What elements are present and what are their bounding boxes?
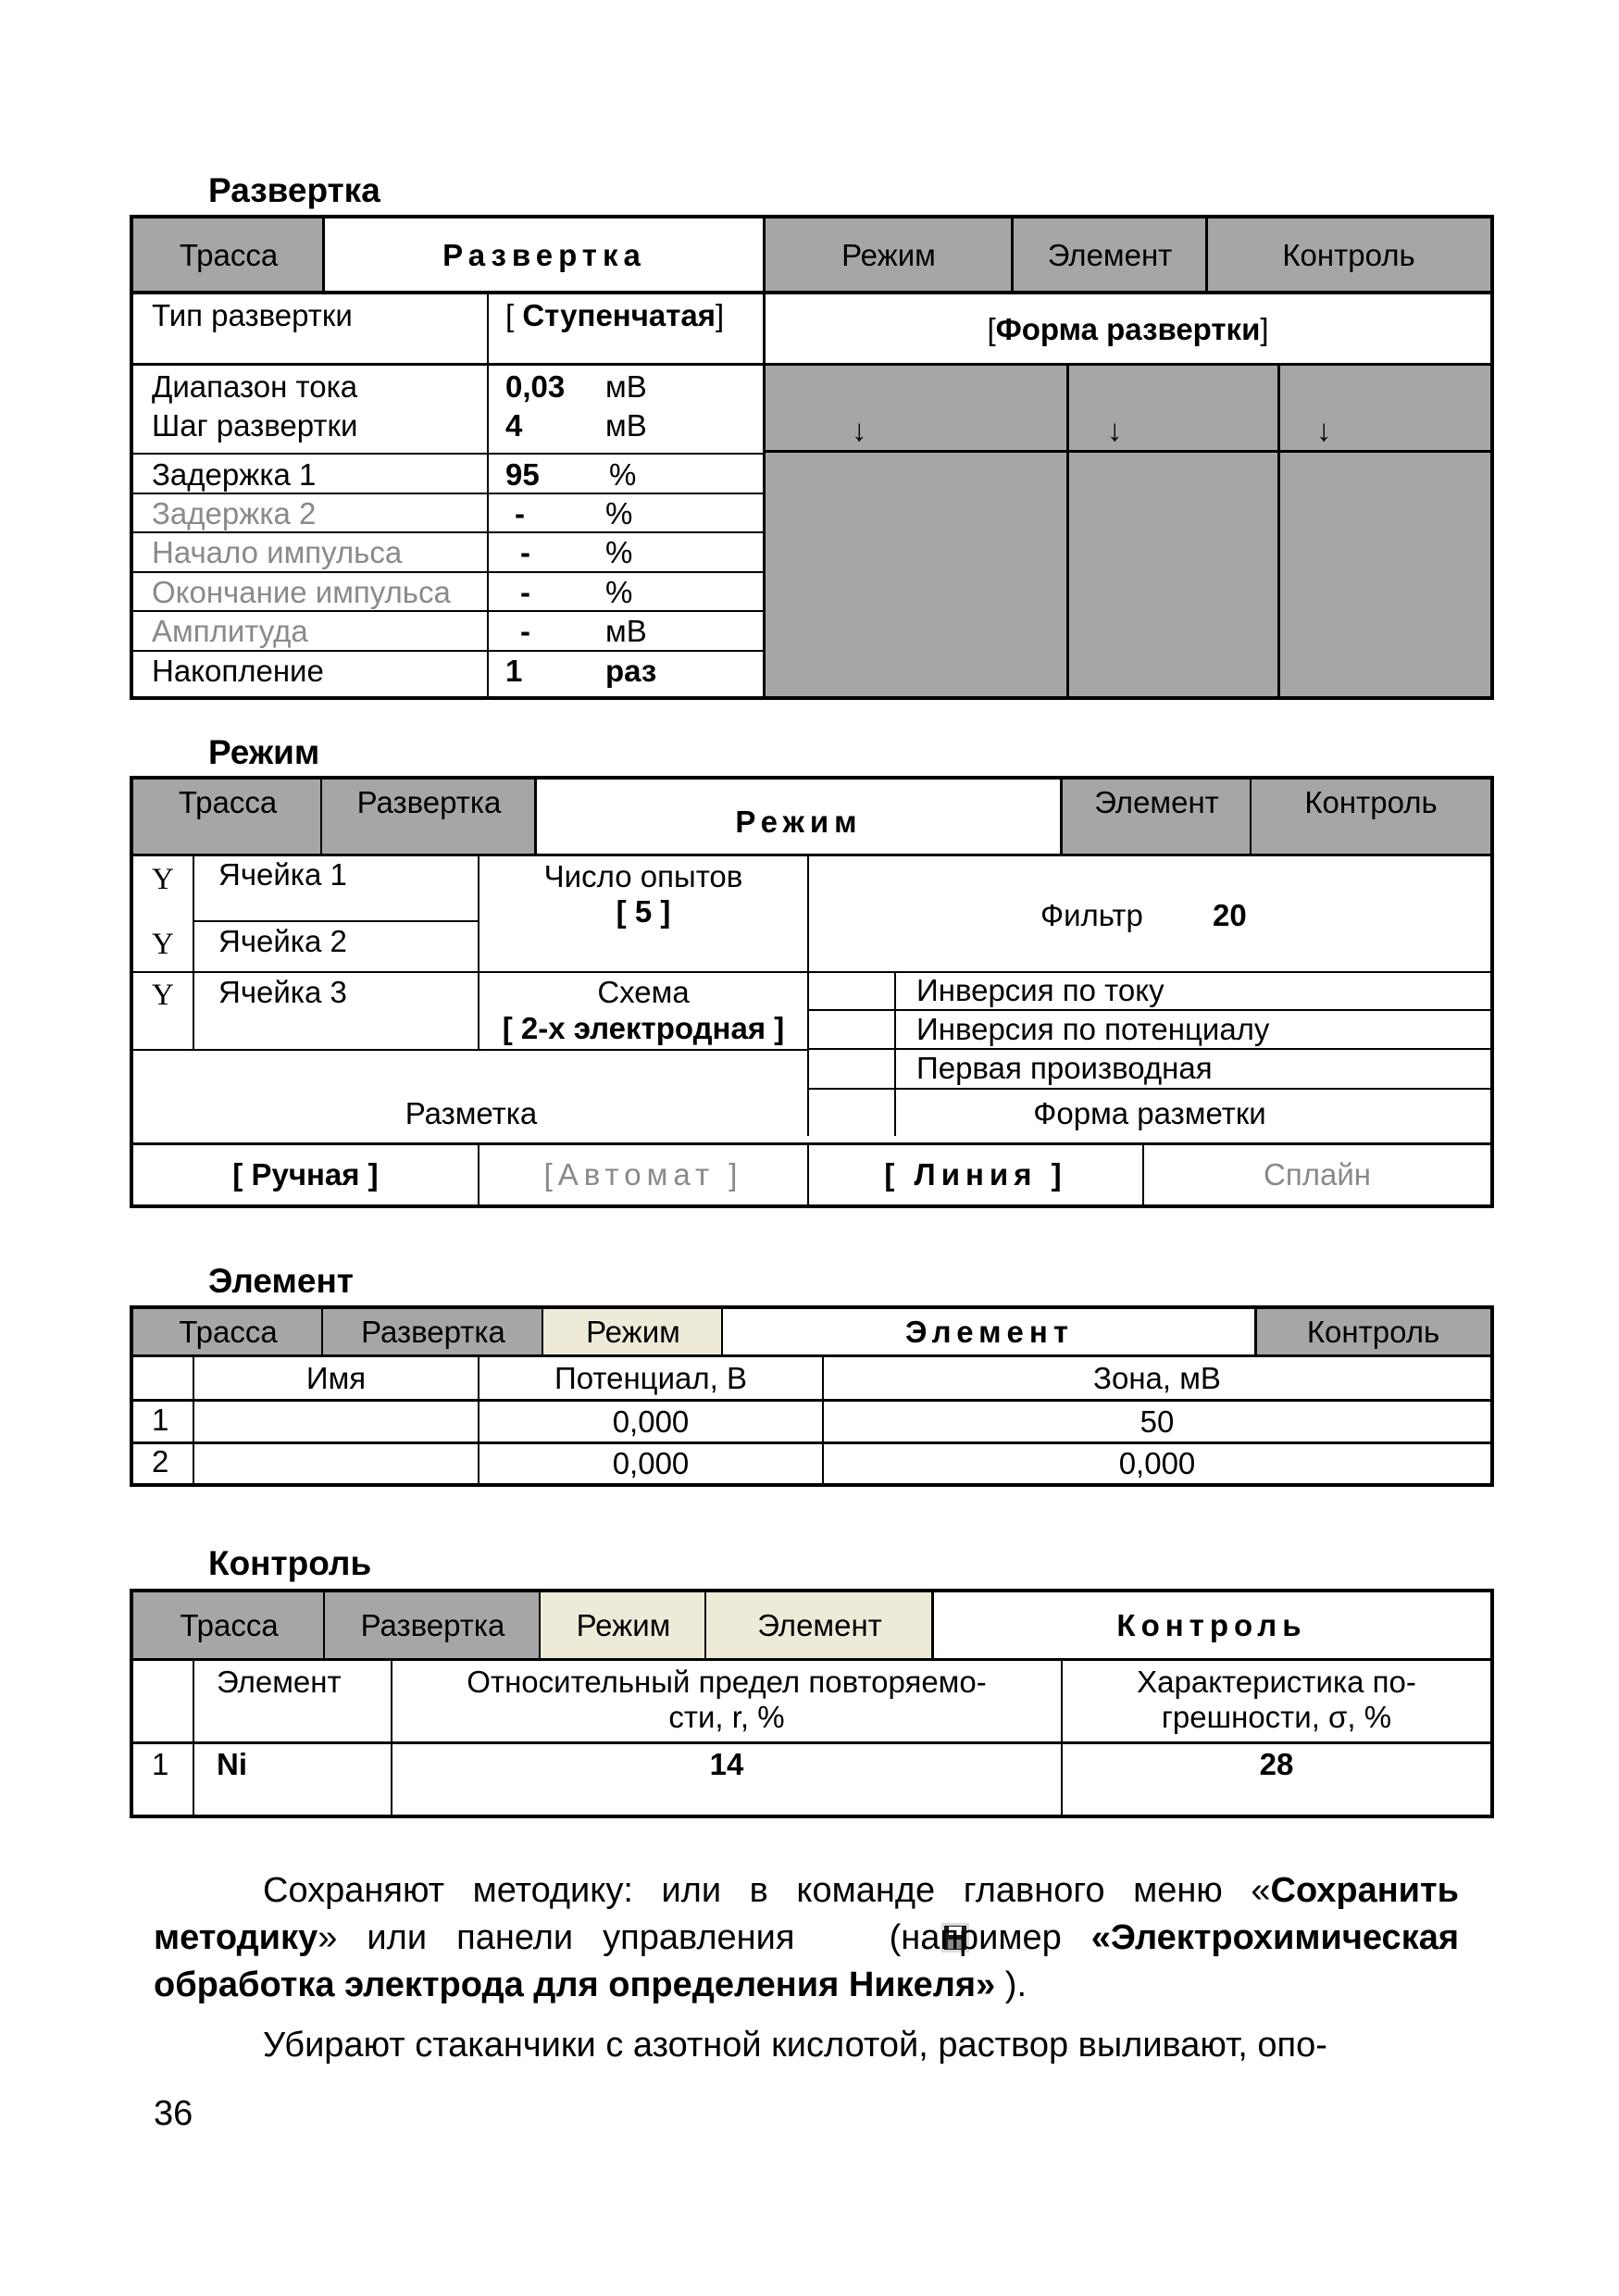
scheme-value[interactable]: [ 2-х электродная ]	[502, 1011, 785, 1045]
filter-label: Фильтр	[1040, 898, 1143, 932]
param-value[interactable]: 1	[505, 654, 523, 688]
tab-element[interactable]: Элемент	[1013, 218, 1207, 292]
markup-auto-option[interactable]: [Автомат ]	[543, 1157, 743, 1192]
zone-cell[interactable]: 0,000	[1118, 1446, 1196, 1480]
tab-sweep[interactable]: Развертка	[325, 1592, 541, 1659]
param-unit: мВ	[605, 614, 647, 648]
tab-mode[interactable]: Режим	[541, 1592, 706, 1659]
arrow-down-icon[interactable]: ↓	[852, 413, 867, 447]
option-checkbox[interactable]	[809, 973, 894, 1009]
tab-control[interactable]: Контроль	[1252, 780, 1490, 855]
element-name-cell[interactable]	[194, 1402, 478, 1441]
element-heading: Элемент	[208, 1262, 354, 1300]
cell-label: Ячейка 1	[218, 857, 347, 892]
param-value[interactable]: 4	[505, 408, 523, 443]
row-number: 1	[152, 1747, 169, 1781]
option-checkbox[interactable]	[809, 1011, 894, 1048]
param-value[interactable]: 0,03	[505, 369, 566, 404]
control-heading: Контроль	[208, 1544, 372, 1582]
param-value[interactable]: -	[515, 496, 525, 530]
tab-trace[interactable]: Трасса	[133, 1309, 323, 1355]
zone-cell[interactable]: 50	[1140, 1404, 1175, 1439]
tab-mode-active[interactable]: Режим	[735, 805, 863, 839]
element-panel	[130, 1305, 1494, 1487]
markup-label: Разметка	[405, 1096, 538, 1130]
column-header-zone: Зона, мВ	[1093, 1360, 1221, 1395]
potential-cell[interactable]: 0,000	[612, 1446, 690, 1480]
param-label: Накопление	[152, 654, 324, 688]
param-label: Задержка 1	[152, 457, 317, 492]
param-label: Задержка 2	[152, 496, 317, 530]
param-label: Амплитуда	[152, 614, 308, 648]
page-number: 36	[154, 2094, 193, 2133]
tab-element[interactable]: Элемент	[1062, 780, 1252, 855]
param-unit: раз	[605, 654, 657, 688]
tab-element-active[interactable]: Элемент	[905, 1315, 1074, 1349]
tab-control[interactable]: Контроль	[1207, 218, 1490, 292]
shape-spline-option[interactable]: Сплайн	[1264, 1157, 1371, 1192]
param-label: Шаг развертки	[152, 408, 358, 443]
param-unit: %	[609, 457, 637, 492]
param-unit: мВ	[605, 369, 647, 404]
experiments-label: Число опытов	[543, 859, 743, 893]
column-header-potential: Потенциал, В	[554, 1360, 747, 1395]
option-label: Инверсия по току	[916, 973, 1164, 1007]
sweep-panel	[130, 215, 1494, 700]
cell-label: Ячейка 3	[218, 975, 347, 1009]
cell-checkbox[interactable]: Y	[152, 979, 174, 1012]
param-value[interactable]: -	[520, 614, 530, 648]
arrow-down-icon[interactable]: ↓	[1316, 413, 1332, 447]
column-header-element: Элемент	[217, 1665, 342, 1699]
markup-shape-label: Форма разметки	[1033, 1096, 1266, 1130]
option-label: Первая производная	[916, 1051, 1213, 1085]
arrow-down-icon[interactable]: ↓	[1107, 413, 1123, 447]
sweep-shape-field[interactable]: [ Форма развертки ]	[987, 312, 1269, 346]
tab-control-active[interactable]: Контроль	[1116, 1608, 1307, 1642]
param-label: Диапазон тока	[152, 369, 358, 404]
body-paragraph: Сохраняют методику: или в команде главного меню «Сохранить методику» или панели управления (например «Электрохимическая обработка электрода для определения Никеля» ).	[154, 1871, 1460, 2004]
tab-trace[interactable]: Трасса	[133, 780, 322, 855]
scheme-label: Схема	[597, 975, 690, 1009]
shape-line-option[interactable]: [ Линия ]	[884, 1157, 1067, 1192]
param-value[interactable]: -	[520, 535, 530, 569]
potential-cell[interactable]: 0,000	[612, 1404, 690, 1439]
param-value[interactable]: 95	[505, 457, 540, 492]
param-label: Начало импульса	[152, 535, 403, 569]
tab-sweep[interactable]: Развертка	[323, 1309, 543, 1355]
filter-value[interactable]: 20	[1213, 898, 1247, 932]
cell-checkbox[interactable]: Y	[152, 863, 174, 896]
tab-control[interactable]: Контроль	[1256, 1309, 1490, 1355]
tab-mode[interactable]: Режим	[765, 218, 1013, 292]
body-paragraph: Убирают стаканчики с азотной кислотой, раствор выливают, опо-	[263, 2026, 1327, 2065]
row-number: 2	[152, 1444, 169, 1479]
tab-trace[interactable]: Трасса	[133, 1592, 325, 1659]
repeatability-cell[interactable]: 14	[709, 1747, 744, 1781]
sweep-type-value[interactable]: [ Ступенчатая]	[505, 298, 725, 332]
tab-sweep[interactable]: Развертка	[322, 780, 536, 855]
cell-checkbox[interactable]: Y	[152, 928, 174, 961]
param-unit: мВ	[605, 408, 647, 443]
control-panel	[130, 1589, 1494, 1818]
save-disk-icon[interactable]	[832, 1918, 860, 1948]
option-checkbox[interactable]	[809, 1050, 894, 1088]
mode-heading: Режим	[208, 733, 320, 771]
column-header-name: Имя	[305, 1360, 367, 1395]
error-cell[interactable]: 28	[1259, 1747, 1294, 1781]
sweep-type-label: Тип развертки	[152, 298, 353, 332]
column-header-error: Характеристика по- грешности, σ, %	[1137, 1665, 1416, 1734]
tab-mode[interactable]: Режим	[543, 1309, 723, 1355]
row-number: 1	[152, 1403, 169, 1437]
sweep-heading: Развертка	[208, 171, 380, 209]
option-label: Инверсия по потенциалу	[916, 1012, 1270, 1046]
experiments-value[interactable]: [ 5 ]	[616, 894, 671, 929]
param-unit: %	[605, 575, 633, 609]
column-header-repeatability: Относительный предел повторяемо- сти, r, %	[467, 1665, 987, 1734]
param-value[interactable]: -	[520, 575, 530, 609]
tab-element[interactable]: Элемент	[706, 1592, 933, 1659]
element-name-cell[interactable]	[194, 1444, 478, 1483]
mode-panel	[130, 776, 1494, 1208]
markup-manual-option[interactable]: [ Ручная ]	[232, 1157, 379, 1192]
param-label: Окончание импульса	[152, 575, 451, 609]
control-element-cell[interactable]: Ni	[217, 1747, 247, 1781]
tab-sweep-active[interactable]: Развертка	[442, 237, 646, 272]
sweep-shape-preview	[766, 366, 1490, 696]
cell-label: Ячейка 2	[218, 924, 347, 958]
param-unit: %	[605, 496, 633, 530]
param-unit: %	[605, 535, 633, 569]
tab-trace[interactable]: Трасса	[133, 218, 324, 292]
